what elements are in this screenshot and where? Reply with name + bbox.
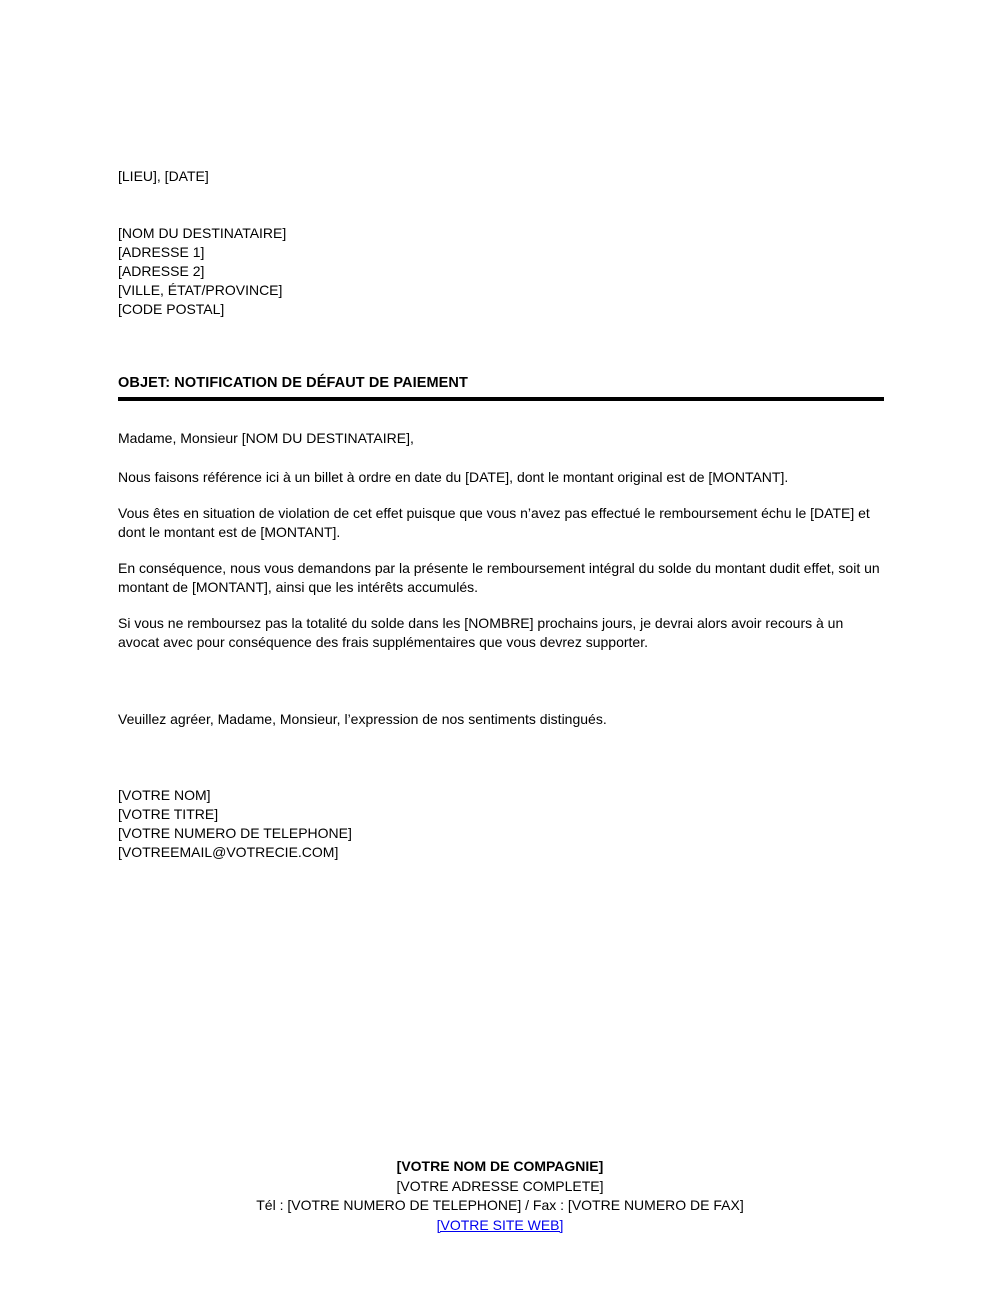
recipient-address-block [118,224,884,319]
body-paragraph: Si vous ne remboursez pas la totalité du solde dans les [NOMBRE] prochains jours, je devrai alors avoir recours à un avocat avec pour conséquence des frais supplémentaires que vous devrez supporter. [118,615,844,650]
closing-line: Veuillez agréer, Madame, Monsieur, l’expression de nos sentiments distingués. [118,711,607,727]
body-paragraph: Nous faisons référence ici à un billet à ordre en date du [DATE], dont le montant original est de [MONTANT]. [118,469,789,485]
subject-line: OBJET: NOTIFICATION DE DÉFAUT DE PAIEMENT [118,375,468,391]
recipient-address-2: [ADRESSE 2] [118,263,205,279]
body-paragraph: En conséquence, nous vous demandons par la présente le remboursement intégral du solde du montant dudit effet, soit un montant de [MONTANT], ainsi que les intérêts accumulés. [118,560,880,595]
footer-company-name: [VOTRE NOM DE COMPAGNIE] [396,1158,604,1174]
footer-website-link[interactable]: [VOTRE SITE WEB] [436,1216,564,1233]
sender-email: [VOTREEMAIL@VOTRECIE.COM] [118,844,339,860]
footer-company-address: [VOTRE ADRESSE COMPLETE] [396,1177,604,1194]
recipient-address-1: [ADRESSE 1] [118,244,205,260]
sender-name: [VOTRE NOM] [118,787,211,803]
footer-tel-fax: Tél : [VOTRE NUMERO DE TELEPHONE] / Fax : [VOTRE NUMERO DE FAX] [256,1197,744,1213]
body-paragraph: Vous êtes en situation de violation de cet effet puisque que vous n’avez pas effectué le remboursement échu le [DATE] et dont le montant est de [MONTANT]. [118,505,870,540]
sender-phone: [VOTRE NUMERO DE TELEPHONE] [118,825,352,841]
signature-block [118,786,884,862]
subject-divider-rule [118,397,884,401]
company-footer [0,1157,1000,1235]
place-date-line: [LIEU], [DATE] [118,168,209,184]
letter-body [118,468,884,669]
recipient-postal-code: [CODE POSTAL] [118,301,225,317]
recipient-city-state: [VILLE, ÉTAT/PROVINCE] [118,282,283,298]
recipient-name: [NOM DU DESTINATAIRE] [118,225,287,241]
salutation: Madame, Monsieur [NOM DU DESTINATAIRE], [118,430,414,446]
sender-title: [VOTRE TITRE] [118,806,219,822]
